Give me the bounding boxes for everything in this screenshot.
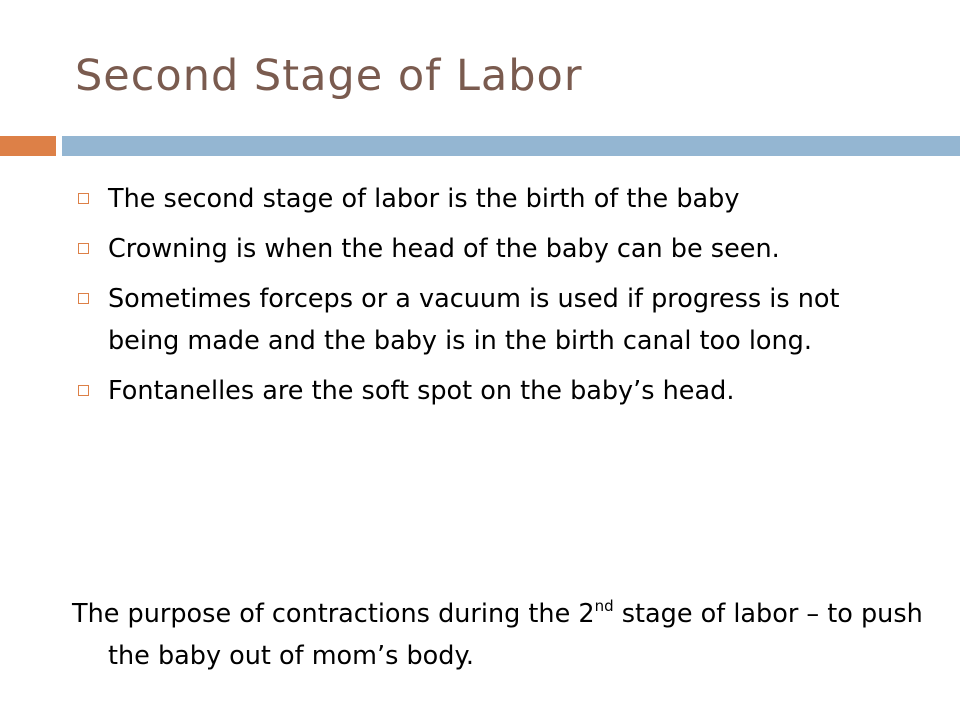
hollow-square-icon xyxy=(78,193,89,204)
closing-superscript: nd xyxy=(594,597,614,615)
accent-bar-orange xyxy=(0,136,56,156)
closing-prefix: The purpose of contractions during the 2 xyxy=(72,599,595,629)
bullet-text: The second stage of labor is the birth of the baby xyxy=(108,184,740,214)
hollow-square-icon xyxy=(78,385,89,396)
bullet-item xyxy=(72,370,892,412)
slide-title: Second Stage of Labor xyxy=(75,51,583,101)
accent-bar-blue xyxy=(62,136,960,156)
bullet-item xyxy=(72,278,892,362)
bullet-text: Sometimes forceps or a vacuum is used if progress is not being made and the baby is in the birth canal too long. xyxy=(108,284,840,356)
bullet-text: Fontanelles are the soft spot on the baby’s head. xyxy=(108,376,735,406)
closing-statement xyxy=(72,593,928,677)
bullet-item xyxy=(72,228,892,270)
closing-suffix: stage of labor – to push the baby out of mom’s body. xyxy=(108,599,923,671)
bullet-text: Crowning is when the head of the baby can be seen. xyxy=(108,234,780,264)
bullet-item xyxy=(72,178,892,220)
hollow-square-icon xyxy=(78,243,89,254)
bullet-list xyxy=(72,178,892,420)
hollow-square-icon xyxy=(78,293,89,304)
